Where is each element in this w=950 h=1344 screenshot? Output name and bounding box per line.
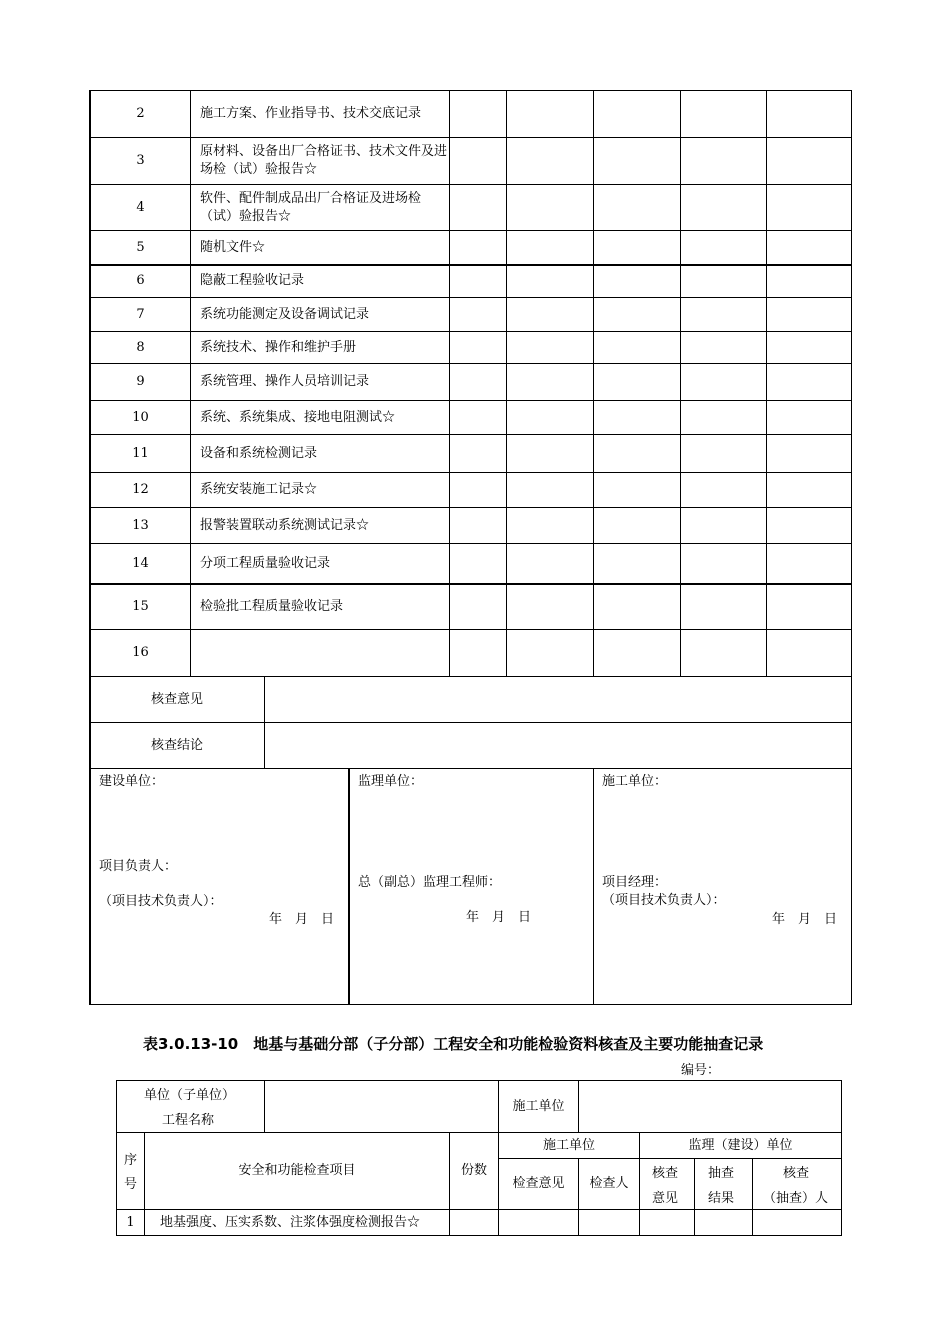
date-label: 年 月 日 <box>772 912 838 927</box>
row-entry-cell[interactable] <box>594 473 680 507</box>
row-entry-cell[interactable] <box>594 265 680 297</box>
row-entry-cell[interactable] <box>681 435 766 472</box>
row-entry-cell[interactable] <box>681 185 766 230</box>
verify-opinion-header: 意见 <box>652 1191 679 1206</box>
row-entry-cell[interactable] <box>767 91 851 137</box>
row-entry-cell[interactable] <box>507 231 593 264</box>
row-item: 系统技术、操作和维护手册 <box>200 339 357 355</box>
sample-result-header: 结果 <box>708 1191 735 1206</box>
row-entry-cell[interactable] <box>507 435 593 472</box>
verifier-header: （抽查）人 <box>763 1191 829 1206</box>
row-number: 16 <box>132 645 149 660</box>
supervise-group-header: 监理（建设）单位 <box>688 1137 793 1153</box>
verify-opinion-header: 核查 <box>652 1166 679 1181</box>
row-entry-cell[interactable] <box>507 508 593 543</box>
row-entry-cell[interactable] <box>767 544 851 583</box>
row-entry-cell[interactable] <box>594 91 680 137</box>
row-entry-cell[interactable] <box>507 401 593 434</box>
date-label: 年 月 日 <box>269 912 335 927</box>
row-entry-cell[interactable] <box>450 185 506 230</box>
row-entry-cell[interactable] <box>767 185 851 230</box>
date-label: 年 月 日 <box>466 910 532 925</box>
row-number: 5 <box>136 239 145 255</box>
row-item: 地基强度、压实系数、注浆体强度检测报告☆ <box>160 1215 421 1230</box>
row-item: 随机文件☆ <box>200 239 266 255</box>
row-entry-cell[interactable] <box>450 364 506 400</box>
checker-header: 检查人 <box>589 1176 629 1191</box>
row-entry-cell[interactable] <box>507 298 593 331</box>
row-item: 软件、配件制成品出厂合格证及进场检（试）验报告☆ <box>200 190 422 224</box>
row-item: 设备和系统检测记录 <box>200 445 318 461</box>
row-item: 隐蔽工程验收记录 <box>200 273 305 288</box>
copies-header: 份数 <box>460 1163 487 1178</box>
row-item: 原材料、设备出厂合格证书、技术文件及进场检（试）验报告☆ <box>200 144 448 177</box>
row-entry-cell[interactable] <box>681 265 766 297</box>
row-entry-cell[interactable] <box>681 138 766 184</box>
row-number: 7 <box>136 306 145 322</box>
chief-engineer-label: 总（副总）监理工程师： <box>358 875 502 890</box>
row-entry-cell[interactable] <box>681 544 766 583</box>
opinion-field[interactable] <box>265 677 851 722</box>
row-entry-cell[interactable] <box>450 544 506 583</box>
row-entry-cell[interactable] <box>594 435 680 472</box>
row-entry-cell[interactable] <box>450 332 506 363</box>
row-number: 2 <box>136 106 145 121</box>
row-entry-cell[interactable] <box>594 401 680 434</box>
row-entry-cell[interactable] <box>767 401 851 434</box>
row-number: 6 <box>136 273 145 288</box>
row-entry-cell[interactable] <box>594 231 680 264</box>
row-number: 1 <box>126 1214 135 1230</box>
row-entry-cell[interactable] <box>594 630 680 676</box>
col-divider <box>593 768 594 1005</box>
row-entry-cell[interactable] <box>681 91 766 137</box>
row-item: 施工方案、作业指导书、技术交底记录 <box>200 106 422 121</box>
row-number: 14 <box>132 555 149 571</box>
row-item: 报警装置联动系统测试记录☆ <box>200 517 370 533</box>
row-entry-cell[interactable] <box>450 401 506 434</box>
row-entry-cell[interactable] <box>767 584 851 629</box>
row-entry-cell[interactable] <box>594 298 680 331</box>
row-item: 系统安装施工记录☆ <box>200 482 318 497</box>
conclusion-field[interactable] <box>265 723 851 768</box>
row-entry-cell[interactable] <box>450 584 506 629</box>
row-item: 系统管理、操作人员培训记录 <box>200 374 370 389</box>
opinion-label: 核查意见 <box>150 691 203 707</box>
row-entry-cell[interactable] <box>507 584 593 629</box>
row-entry-cell[interactable] <box>450 630 506 676</box>
build-unit-label: 建设单位： <box>99 774 165 789</box>
row-entry-cell[interactable] <box>594 584 680 629</box>
row-entry-cell[interactable] <box>507 185 593 230</box>
tech-leader-label: （项目技术负责人）： <box>99 894 223 909</box>
row-entry-cell[interactable] <box>450 231 506 264</box>
row-entry-cell[interactable] <box>681 332 766 363</box>
row-item: 分项工程质量验收记录 <box>200 555 331 571</box>
row-number: 9 <box>136 374 145 389</box>
row-item: 系统、系统集成、接地电阻测试☆ <box>200 409 396 425</box>
row-entry-cell[interactable] <box>594 332 680 363</box>
row-entry-cell[interactable] <box>594 138 680 184</box>
row-entry-cell[interactable] <box>450 473 506 507</box>
item-header: 安全和功能检查项目 <box>238 1163 356 1178</box>
row-entry-cell[interactable] <box>507 473 593 507</box>
row-item: 系统功能测定及设备调试记录 <box>200 306 370 322</box>
row-entry-cell[interactable] <box>767 265 851 297</box>
sample-result-header: 抽查 <box>708 1166 735 1181</box>
unit-name-label: 单位（子单位） <box>144 1088 236 1103</box>
row-entry-cell[interactable] <box>507 332 593 363</box>
row-entry-cell[interactable] <box>450 508 506 543</box>
construct-unit-field[interactable] <box>579 1081 841 1132</box>
check-opinion-header: 检查意见 <box>512 1176 565 1191</box>
row-entry-cell[interactable] <box>507 265 593 297</box>
row-entry-cell[interactable] <box>681 231 766 264</box>
project-leader-label: 项目负责人： <box>99 859 178 874</box>
row-entry-cell[interactable] <box>767 473 851 507</box>
unit-name-field[interactable] <box>265 1081 498 1132</box>
row-entry-cell[interactable] <box>681 584 766 629</box>
supervise-unit-label: 监理单位： <box>358 774 424 789</box>
row-entry-cell[interactable] <box>450 91 506 137</box>
table-border-bottom <box>116 1235 842 1236</box>
row-entry-cell[interactable] <box>767 630 851 676</box>
col-divider <box>694 1158 695 1236</box>
row-entry-cell[interactable] <box>507 364 593 400</box>
row-number: 15 <box>132 598 149 614</box>
table-border-bottom <box>89 1004 852 1005</box>
verifier-header: 核查 <box>783 1166 810 1181</box>
row-number: 8 <box>136 339 145 355</box>
row-item <box>191 630 448 676</box>
row-entry-cell[interactable] <box>681 630 766 676</box>
row-entry-cell[interactable] <box>507 138 593 184</box>
row-entry-cell[interactable] <box>594 185 680 230</box>
row-entry-cell[interactable] <box>507 544 593 583</box>
seq-header: 号 <box>124 1177 138 1192</box>
row-entry-cell[interactable] <box>594 544 680 583</box>
serial-label: 编号： <box>681 1063 721 1078</box>
construct-unit-label: 施工单位： <box>602 774 668 789</box>
row-entry-cell[interactable] <box>767 332 851 363</box>
col-divider <box>348 768 350 1005</box>
row-entry-cell[interactable] <box>681 401 766 434</box>
row-entry-cell[interactable] <box>681 298 766 331</box>
row-entry-cell[interactable] <box>681 473 766 507</box>
unit-name-label: 工程名称 <box>162 1113 215 1128</box>
row-entry-cell[interactable] <box>450 298 506 331</box>
row-number: 13 <box>132 517 149 533</box>
construct-group-header: 施工单位 <box>542 1137 595 1153</box>
row-entry-cell[interactable] <box>767 231 851 264</box>
row-entry-cell[interactable] <box>594 508 680 543</box>
conclusion-label: 核查结论 <box>150 737 203 753</box>
col-divider <box>752 1158 753 1236</box>
row-entry-cell[interactable] <box>507 630 593 676</box>
row-entry-cell[interactable] <box>594 364 680 400</box>
row-entry-cell[interactable] <box>767 508 851 543</box>
row-entry-cell[interactable] <box>450 265 506 297</box>
seq-header: 序 <box>124 1153 138 1168</box>
row-entry-cell[interactable] <box>450 138 506 184</box>
row-number: 11 <box>132 445 149 461</box>
construct-unit-label: 施工单位 <box>512 1098 565 1114</box>
project-manager-label: 项目经理： <box>602 875 668 890</box>
row-number: 3 <box>136 153 145 168</box>
row-entry-cell[interactable] <box>767 364 851 400</box>
row-entry-cell[interactable] <box>767 435 851 472</box>
tech-leader-label: （项目技术负责人）： <box>602 893 726 908</box>
row-entry-cell[interactable] <box>767 138 851 184</box>
row-number: 10 <box>132 409 149 425</box>
row-entry-cell[interactable] <box>681 364 766 400</box>
table-border-right <box>851 90 852 1005</box>
row-entry-cell[interactable] <box>767 298 851 331</box>
row-entry-cell[interactable] <box>681 508 766 543</box>
row-item: 检验批工程质量验收记录 <box>200 598 344 614</box>
row-entry-cell[interactable] <box>450 435 506 472</box>
row-divider <box>116 1209 842 1210</box>
row-entry-cell[interactable] <box>507 91 593 137</box>
row-divider <box>89 768 852 769</box>
row-number: 4 <box>136 199 145 215</box>
table-title: 表3.0.13-10 地基与基础分部（子分部）工程安全和功能检验资料核查及主要功能抽查记录 <box>143 1035 764 1053</box>
row-number: 12 <box>132 482 149 497</box>
